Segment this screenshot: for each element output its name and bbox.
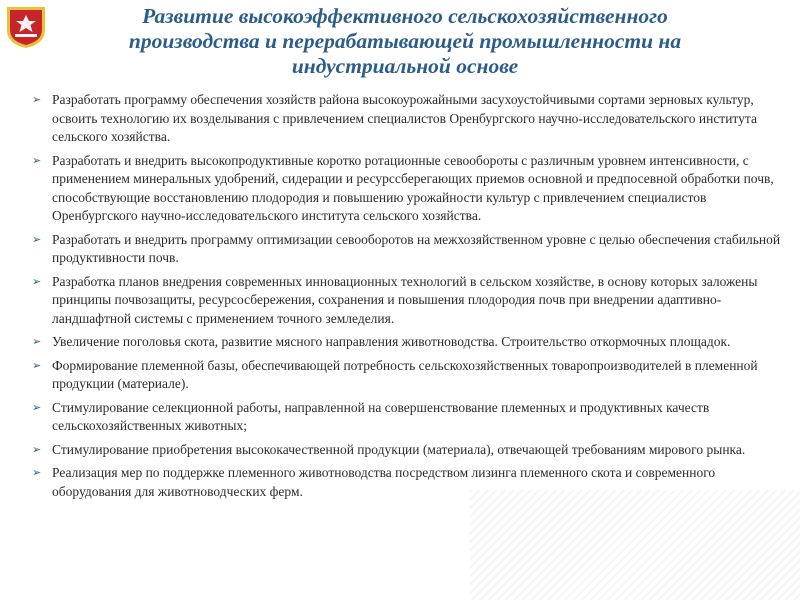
- list-item: [32, 333, 784, 352]
- decorative-stripes: [470, 490, 800, 600]
- list-item: [32, 399, 784, 436]
- list-item-text: Формирование племенной базы, обеспечивающей потребность сельскохозяйственных товаропроизводителей в племенной продукции (материале).: [52, 357, 758, 391]
- arrow-bullet-icon: ➢: [32, 274, 42, 288]
- arrow-bullet-icon: ➢: [32, 466, 42, 479]
- arrow-bullet-icon: ➢: [32, 442, 42, 456]
- list-item-text: Реализация мер по поддержке племенного животноводства посредством лизинга племенного скота и современного оборудования для животноводческих ферм.: [52, 465, 716, 499]
- arrow-bullet-icon: ➢: [32, 232, 42, 246]
- arrow-bullet-icon: ➢: [32, 358, 42, 372]
- arrow-bullet-icon: ➢: [32, 400, 42, 414]
- list-item-text: Разработать и внедрить высокопродуктивные коротко ротационные севообороты с различным уровнем интенсивности, с применением минеральных удобрений, сидерации и ресурссберегающих приемов основной и предпосевной обработки почв, способствующие восстановлению плодородия и повышению урожайности культур с привлечением специалистов Оренбургского научно-исследовательского института сельского хозяйства.: [52, 152, 774, 223]
- list-item-text: Стимулирование селекционной работы, направленной на совершенствование племенных и продуктивных качеств сельскохозяйственных животных;: [52, 399, 710, 433]
- slide-title: [50, 4, 760, 79]
- list-item: [32, 441, 784, 460]
- list-item-text: Стимулирование приобретения высококачественной продукции (материала), отвечающей требованиям мирового рынка.: [52, 441, 746, 457]
- arrow-bullet-icon: ➢: [32, 335, 42, 348]
- title-line: индустриальной основе: [291, 54, 519, 78]
- title-line: Развитие высокоэффективного сельскохозяйственного: [142, 4, 668, 28]
- title-line: производства и перерабатывающей промышленности на: [128, 29, 682, 53]
- list-item: [32, 231, 784, 268]
- list-item: [32, 91, 784, 147]
- arrow-bullet-icon: ➢: [32, 93, 42, 106]
- list-item: [32, 273, 784, 329]
- list-item-text: Увеличение поголовья скота, развитие мясного направления животноводства. Строительство откормочных площадок.: [52, 334, 731, 349]
- coat-of-arms-icon: [4, 4, 48, 50]
- list-item-text: Разработать и внедрить программу оптимизации севооборотов на межхозяйственном уровне с целью обеспечения стабильной продуктивности почв.: [52, 231, 781, 265]
- measures-list: [32, 91, 784, 506]
- list-item: [32, 357, 784, 394]
- list-item: [32, 152, 784, 226]
- list-item-text: Разработка планов внедрения современных инновационных технологий в сельском хозяйстве, в основу которых заложены принципы почвозащиты, ресурсосбережения, сохранения и повышения плодородия почв при внедрении адаптивно-ландшафтной системы с применением точного земледелия.: [52, 273, 758, 326]
- arrow-bullet-icon: ➢: [32, 153, 42, 167]
- list-item-text: Разработать программу обеспечения хозяйств района высокоурожайными засухоустойчивыми сортами зерновых культур, освоить технологию их возделывания с привлечением специалистов Оренбургского научно-исследовательского института сельского хозяйства.: [52, 92, 757, 144]
- list-item: [32, 464, 784, 501]
